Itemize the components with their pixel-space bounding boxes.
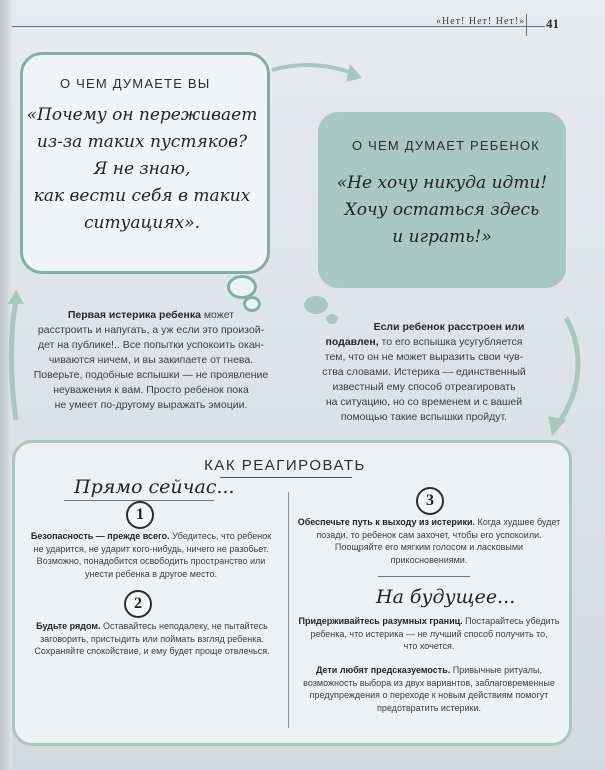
running-head: «Нет! Нет! Нет!»	[436, 16, 526, 27]
tip-lead: Обеспечьте путь к выходу из истерики.	[297, 517, 475, 527]
tip-text: Когда худшее будет	[474, 517, 561, 527]
step-number-2: 2	[124, 590, 152, 618]
arrow-left-head	[8, 290, 24, 304]
paragraph-line: Поверьте, подобные вспышки — не проявление	[33, 369, 269, 381]
parent-quote-line: как вести себя в таких	[33, 186, 251, 206]
tip-line	[296, 664, 562, 677]
paragraph-line	[306, 335, 542, 350]
child-quote	[322, 170, 562, 251]
paragraph-text: то его вспышка усугубляется	[378, 336, 523, 348]
tip-line: что хочется.	[403, 641, 455, 651]
tip-way-out	[296, 516, 562, 566]
tip-line	[24, 620, 280, 633]
child-quote-line: и играть!»	[392, 227, 492, 247]
tip-line: Поощряйте его мягким голосом и ласковыми	[334, 542, 524, 552]
paragraph-lead: подавлен,	[325, 336, 379, 348]
tip-text: Привычные ритуалы,	[450, 665, 543, 675]
paragraph-line: не умеет по-другому выражать эмоции.	[54, 399, 248, 411]
paragraph-lead: Если ребенок расстроен или	[373, 321, 525, 333]
child-bubble-tail	[304, 296, 328, 314]
tip-line: не ударится, не ударит кого-нибудь, ничего не разобьет.	[33, 543, 269, 554]
tip-lead: Будьте рядом.	[36, 621, 101, 631]
parent-bubble-heading: О ЧЕМ ДУМАЕТЕ ВЫ	[60, 76, 211, 91]
tip-line: заговорить, пристыдить или поймать взгляд ребенка.	[40, 633, 264, 644]
tip-lead: Безопасность — прежде всего.	[30, 531, 170, 541]
paragraph-line: расстроить и напугать, а уж если это произой-	[37, 324, 265, 336]
paragraph-line: на ситуацию, но со временем и с вашей	[325, 396, 523, 408]
panel-title-rule	[220, 477, 352, 478]
arrow-right	[558, 318, 578, 424]
tip-stay-close	[24, 620, 280, 658]
parent-quote	[24, 102, 260, 237]
tip-text: Постарайтесь убедить	[462, 616, 560, 626]
paragraph-line: неуважения к вам. Просто ребенок пока	[53, 384, 249, 396]
parent-quote-line: ситуациях».	[83, 213, 201, 233]
tip-safety	[24, 530, 278, 580]
paragraph-line	[306, 320, 542, 335]
tip-line	[296, 615, 562, 628]
tip-line: Сохраняйте спокойствие, и ему будет проще отвлечься.	[34, 646, 270, 656]
tip-boundaries	[296, 615, 562, 653]
tip-predictability	[296, 664, 562, 714]
arrow-top	[272, 65, 354, 74]
step-number-3: 3	[416, 487, 444, 515]
page-number: 41	[546, 16, 559, 31]
paragraph-line: ства словами. Истерика — единственный	[322, 366, 526, 378]
tip-lead: Придерживайтесь разумных границ.	[298, 616, 463, 626]
parent-quote-line: из-за таких пустяков?	[36, 132, 248, 152]
child-paragraph	[306, 320, 542, 425]
paragraph-line	[20, 308, 282, 323]
child-bubble-heading: О ЧЕМ ДУМАЕТ РЕБЕНОК	[352, 138, 541, 153]
tip-line: возможность выбора из двух вариантов, заблаговременные	[303, 677, 555, 688]
paragraph-text: может	[200, 309, 235, 321]
future-heading: На будущее...	[376, 586, 516, 608]
tip-line: прикосновениями.	[390, 554, 468, 565]
arrow-left	[12, 300, 17, 420]
tip-lead: Дети любят предсказуемость.	[315, 665, 451, 675]
tip-line: предотвратить истерики.	[377, 702, 481, 713]
tip-line	[24, 530, 278, 543]
tip-text: Убедитесь, что ребенок	[169, 531, 272, 541]
child-quote-line: «Не хочу никуда идти!	[336, 173, 548, 193]
paragraph-line: дет на публике!.. Все попытки успокоить окан-	[38, 339, 264, 351]
paragraph-line: чиваются ничем, и вы закипаете от гнева.	[48, 354, 254, 366]
now-heading: Прямо сейчас...	[74, 476, 235, 498]
arrow-top-head	[346, 64, 362, 82]
panel-title: КАК РЕАГИРОВАТЬ	[204, 457, 366, 474]
tip-line	[296, 516, 562, 529]
parent-quote-line: Я не знаю,	[93, 159, 191, 179]
child-quote-line: Хочу остаться здесь	[344, 200, 540, 220]
tip-line: позади, то ребенок сам захочет, чтобы его успокоили.	[316, 529, 542, 540]
parent-quote-line: «Почему он переживает	[26, 105, 258, 125]
parent-paragraph	[20, 308, 282, 413]
paragraph-line: тем, что он не может выразить свои чув-	[324, 351, 524, 363]
tip-line: унести ребенка в другое место.	[85, 568, 217, 579]
paragraph-line: помощью такие вспышки пройдут.	[340, 411, 508, 423]
tip-line: предупреждения о переходе к новым действиям помогут	[309, 690, 549, 700]
future-heading-rule-top	[378, 576, 470, 577]
tip-text: Оставайтесь неподалеку, не пытайтесь	[100, 621, 268, 631]
tip-line: Возможно, понадобится освободить пространство или	[36, 556, 266, 566]
panel-column-divider	[288, 492, 289, 728]
tip-line: ребенка, что истерика — не лучший способ получить то,	[310, 628, 548, 639]
paragraph-lead: Первая истерика ребенка	[67, 309, 201, 321]
paragraph-line: известный ему способ отреагировать	[332, 381, 516, 393]
step-number-1: 1	[126, 501, 154, 529]
